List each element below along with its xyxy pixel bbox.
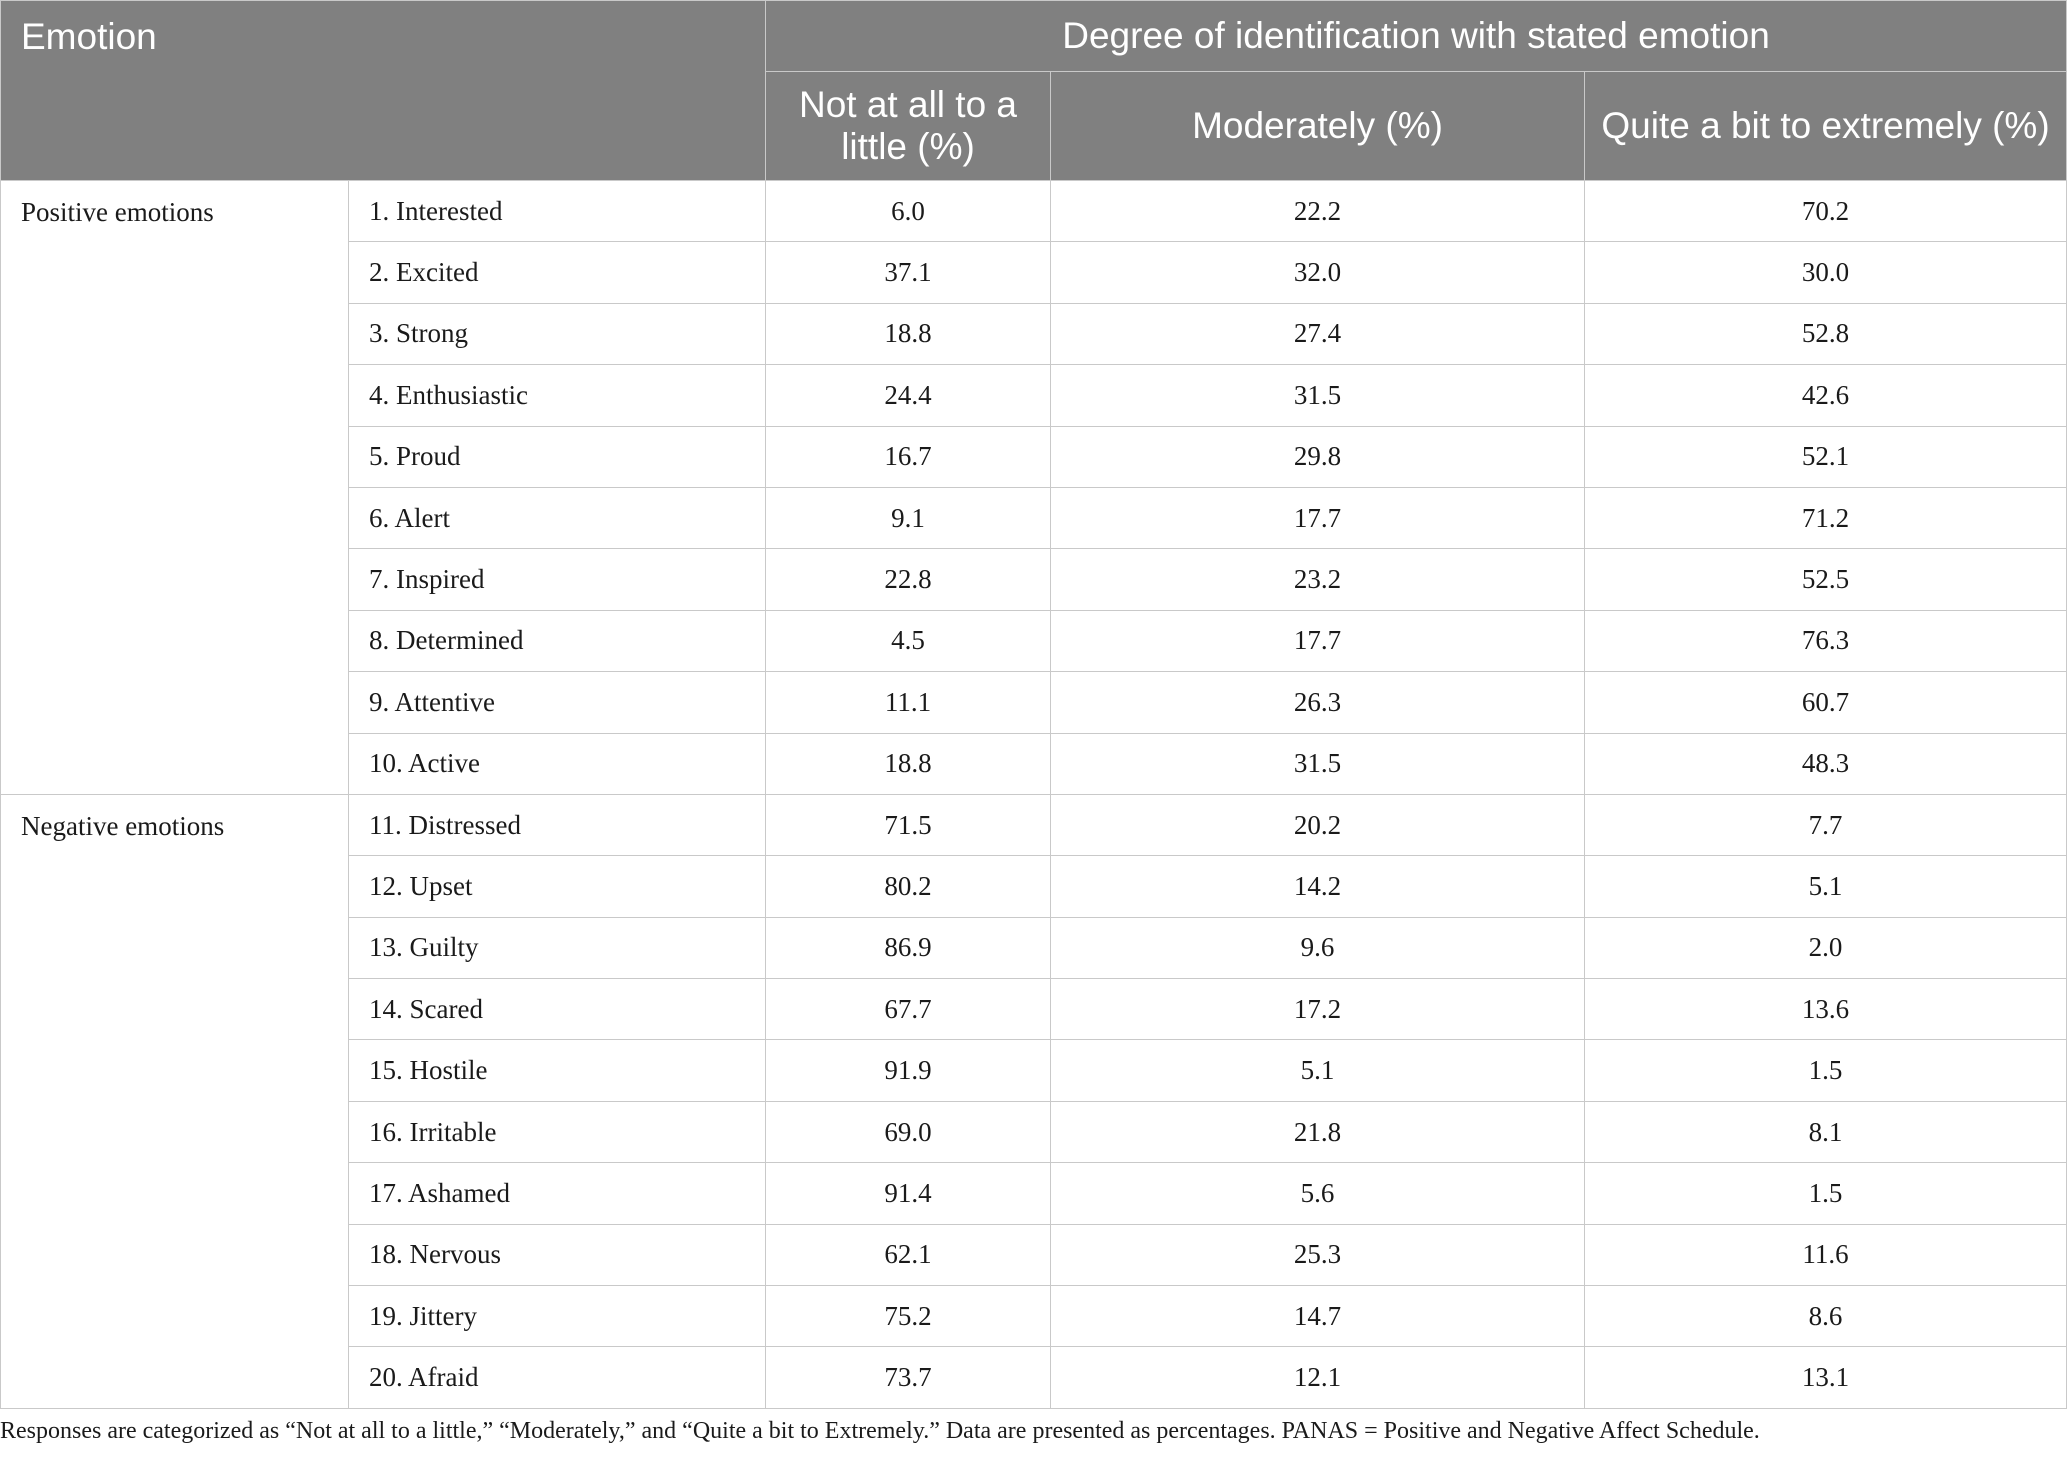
moderately-value-cell: 5.1 — [1051, 1040, 1585, 1101]
not-at-all-value-cell: 75.2 — [766, 1286, 1051, 1347]
quite-a-bit-value-cell: 30.0 — [1585, 242, 2067, 303]
moderately-value-cell: 9.6 — [1051, 917, 1585, 978]
emotion-item-cell: 1. Interested — [349, 181, 766, 242]
quite-a-bit-value-cell: 60.7 — [1585, 672, 2067, 733]
quite-a-bit-value-cell: 5.1 — [1585, 856, 2067, 917]
quite-a-bit-value-cell: 7.7 — [1585, 794, 2067, 855]
not-at-all-value-cell: 22.8 — [766, 549, 1051, 610]
quite-a-bit-value-cell: 8.6 — [1585, 1286, 2067, 1347]
not-at-all-value-cell: 11.1 — [766, 672, 1051, 733]
emotion-item-cell: 3. Strong — [349, 303, 766, 364]
quite-a-bit-value-cell: 2.0 — [1585, 917, 2067, 978]
quite-a-bit-value-cell: 8.1 — [1585, 1101, 2067, 1162]
moderately-value-cell: 31.5 — [1051, 365, 1585, 426]
quite-a-bit-value-cell: 52.8 — [1585, 303, 2067, 364]
not-at-all-value-cell: 37.1 — [766, 242, 1051, 303]
quite-a-bit-value-cell: 70.2 — [1585, 181, 2067, 242]
moderately-value-cell: 17.7 — [1051, 487, 1585, 548]
not-at-all-value-cell: 86.9 — [766, 917, 1051, 978]
quite-a-bit-value-cell: 71.2 — [1585, 487, 2067, 548]
not-at-all-value-cell: 6.0 — [766, 181, 1051, 242]
moderately-value-cell: 14.7 — [1051, 1286, 1585, 1347]
not-at-all-value-cell: 80.2 — [766, 856, 1051, 917]
emotion-item-cell: 2. Excited — [349, 242, 766, 303]
moderately-value-cell: 17.7 — [1051, 610, 1585, 671]
emotion-item-cell: 17. Ashamed — [349, 1163, 766, 1224]
emotion-item-cell: 15. Hostile — [349, 1040, 766, 1101]
emotion-item-cell: 10. Active — [349, 733, 766, 794]
emotion-item-cell: 18. Nervous — [349, 1224, 766, 1285]
emotion-item-cell: 4. Enthusiastic — [349, 365, 766, 426]
quite-a-bit-value-cell: 48.3 — [1585, 733, 2067, 794]
emotion-item-cell: 9. Attentive — [349, 672, 766, 733]
not-at-all-value-cell: 73.7 — [766, 1347, 1051, 1408]
not-at-all-column-header: Not at all to a little (%) — [766, 72, 1051, 181]
quite-a-bit-value-cell: 1.5 — [1585, 1040, 2067, 1101]
moderately-value-cell: 32.0 — [1051, 242, 1585, 303]
emotion-item-cell: 14. Scared — [349, 979, 766, 1040]
moderately-column-header: Moderately (%) — [1051, 72, 1585, 181]
quite-a-bit-value-cell: 52.5 — [1585, 549, 2067, 610]
not-at-all-value-cell: 69.0 — [766, 1101, 1051, 1162]
not-at-all-value-cell: 71.5 — [766, 794, 1051, 855]
emotion-item-cell: 8. Determined — [349, 610, 766, 671]
emotion-item-cell: 6. Alert — [349, 487, 766, 548]
moderately-value-cell: 29.8 — [1051, 426, 1585, 487]
emotion-group-label: Negative emotions — [1, 794, 349, 1408]
not-at-all-value-cell: 16.7 — [766, 426, 1051, 487]
not-at-all-value-cell: 18.8 — [766, 733, 1051, 794]
quite-a-bit-value-cell: 52.1 — [1585, 426, 2067, 487]
emotion-column-header: Emotion — [1, 1, 766, 181]
quite-a-bit-value-cell: 1.5 — [1585, 1163, 2067, 1224]
not-at-all-value-cell: 91.9 — [766, 1040, 1051, 1101]
quite-a-bit-value-cell: 13.1 — [1585, 1347, 2067, 1408]
emotion-item-cell: 19. Jittery — [349, 1286, 766, 1347]
quite-a-bit-value-cell: 11.6 — [1585, 1224, 2067, 1285]
not-at-all-value-cell: 67.7 — [766, 979, 1051, 1040]
degree-group-header: Degree of identification with stated emotion — [766, 1, 2067, 72]
quite-a-bit-value-cell: 42.6 — [1585, 365, 2067, 426]
emotion-item-cell: 5. Proud — [349, 426, 766, 487]
not-at-all-value-cell: 62.1 — [766, 1224, 1051, 1285]
moderately-value-cell: 12.1 — [1051, 1347, 1585, 1408]
quite-a-bit-column-header: Quite a bit to extremely (%) — [1585, 72, 2067, 181]
not-at-all-value-cell: 24.4 — [766, 365, 1051, 426]
moderately-value-cell: 17.2 — [1051, 979, 1585, 1040]
table-body — [1, 181, 2067, 1409]
not-at-all-value-cell: 18.8 — [766, 303, 1051, 364]
quite-a-bit-value-cell: 76.3 — [1585, 610, 2067, 671]
moderately-value-cell: 21.8 — [1051, 1101, 1585, 1162]
moderately-value-cell: 26.3 — [1051, 672, 1585, 733]
table-header — [1, 1, 2067, 181]
emotion-group-label: Positive emotions — [1, 181, 349, 795]
moderately-value-cell: 20.2 — [1051, 794, 1585, 855]
emotion-item-cell: 13. Guilty — [349, 917, 766, 978]
moderately-value-cell: 22.2 — [1051, 181, 1585, 242]
emotion-item-cell: 20. Afraid — [349, 1347, 766, 1408]
not-at-all-value-cell: 91.4 — [766, 1163, 1051, 1224]
moderately-value-cell: 23.2 — [1051, 549, 1585, 610]
table-row — [1, 794, 2067, 855]
moderately-value-cell: 5.6 — [1051, 1163, 1585, 1224]
not-at-all-value-cell: 4.5 — [766, 610, 1051, 671]
quite-a-bit-value-cell: 13.6 — [1585, 979, 2067, 1040]
moderately-value-cell: 27.4 — [1051, 303, 1585, 364]
not-at-all-value-cell: 9.1 — [766, 487, 1051, 548]
emotion-item-cell: 7. Inspired — [349, 549, 766, 610]
table-row — [1, 181, 2067, 242]
emotion-item-cell: 16. Irritable — [349, 1101, 766, 1162]
emotion-item-cell: 11. Distressed — [349, 794, 766, 855]
moderately-value-cell: 25.3 — [1051, 1224, 1585, 1285]
moderately-value-cell: 14.2 — [1051, 856, 1585, 917]
emotion-item-cell: 12. Upset — [349, 856, 766, 917]
moderately-value-cell: 31.5 — [1051, 733, 1585, 794]
table-footnote: Responses are categorized as “Not at all to a little,” “Moderately,” and “Quite a bit to Extremely.” Data are presented as percentages. PANAS = Positive and Negative Affect Schedule. — [0, 1418, 1760, 1444]
